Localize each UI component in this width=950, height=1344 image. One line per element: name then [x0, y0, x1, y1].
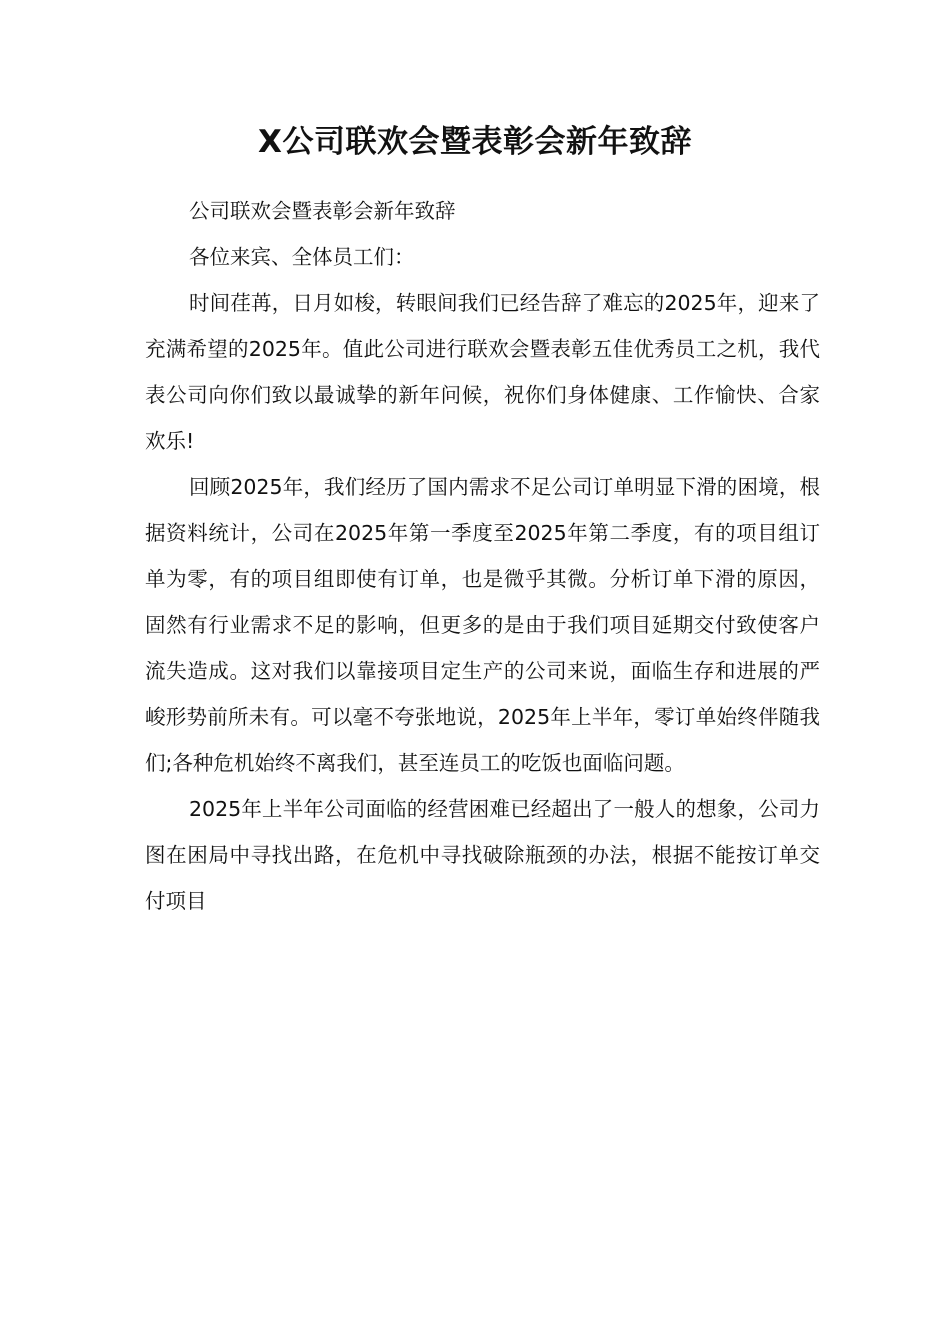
- paragraph-greeting: 各位来宾、全体员工们：: [189, 245, 415, 269]
- paragraph-new-year-wishes: 时间荏苒，日月如梭，转眼间我们已经告辞了难忘的2025年，迎来了充满希望的2025年。值此公司进行联欢会暨表彰五佳优秀员工之机，我代表公司向你们致以最诚挚的新年问候，祝你们身体健康、工作愉快、合家欢乐!: [145, 291, 820, 453]
- paragraph-difficulties: 2025年上半年公司面临的经营困难已经超出了一般人的想象，公司力图在困局中寻找出路，在危机中寻找破除瓶颈的办法，根据不能按订单交付项目: [145, 797, 820, 913]
- document-body: [145, 188, 820, 924]
- paragraph-review: 回顾2025年，我们经历了国内需求不足公司订单明显下滑的困境，根据资料统计，公司在2025年第一季度至2025年第二季度，有的项目组订单为零，有的项目组即使有订单，也是微乎其微。分析订单下滑的原因，固然有行业需求不足的影响，但更多的是由于我们项目延期交付致使客户流失造成。这对我们以靠接项目定生产的公司来说，面临生存和进展的严峻形势前所未有。可以毫不夸张地说，2025年上半年，零订单始终伴随我们;各种危机始终不离我们，甚至连员工的吃饭也面临问题。: [145, 475, 820, 775]
- paragraph-subtitle: 公司联欢会暨表彰会新年致辞: [189, 199, 456, 223]
- document-title: X公司联欢会暨表彰会新年致辞: [258, 124, 692, 160]
